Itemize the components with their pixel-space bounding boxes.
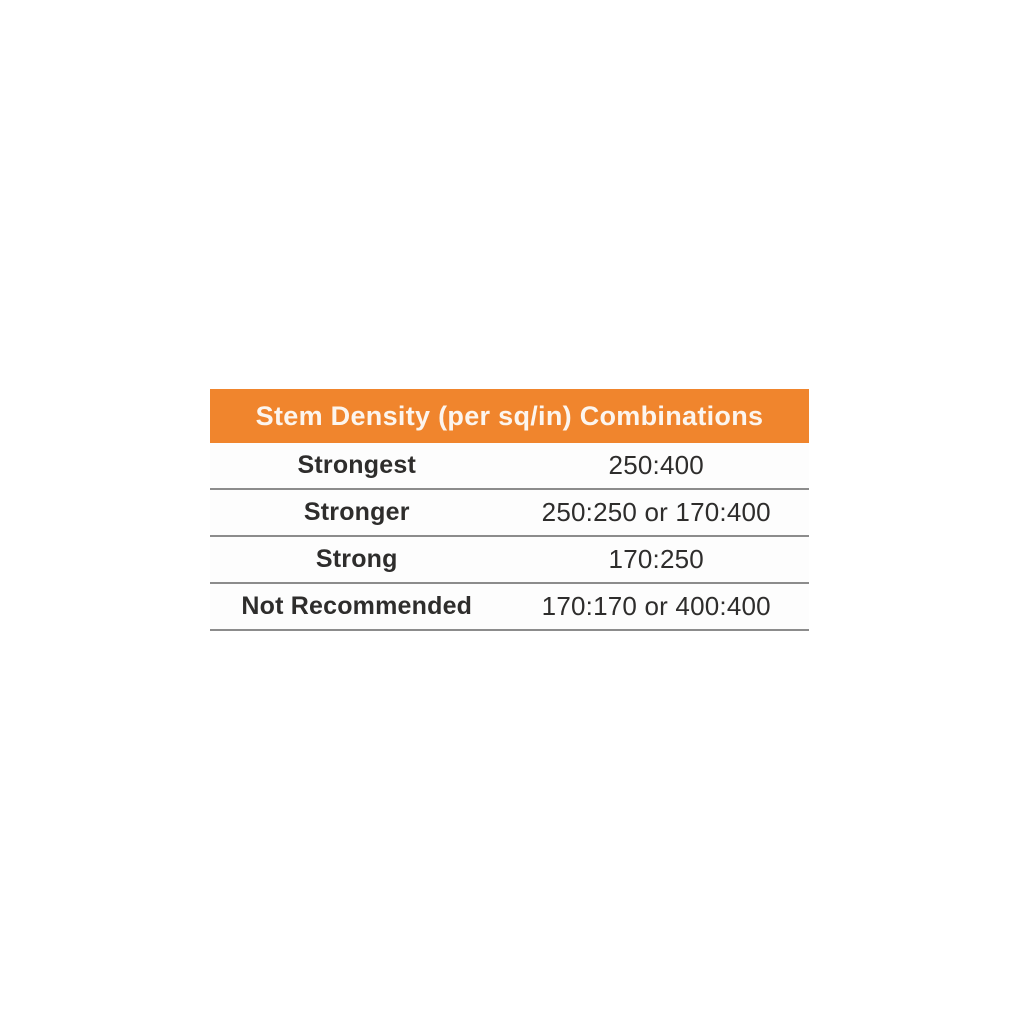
row-value-not-recommended: 170:170 or 400:400 (541, 591, 771, 621)
table-body (210, 443, 809, 631)
table-row (210, 443, 809, 490)
row-value-stronger: 250:250 or 170:400 (541, 497, 771, 527)
table-row (210, 537, 809, 584)
table-row (210, 584, 809, 631)
row-label-stronger: Stronger (303, 498, 410, 526)
table-row (210, 490, 809, 537)
row-label-not-recommended: Not Recommended (241, 592, 473, 620)
row-label-strong: Strong (315, 545, 398, 573)
row-value-strongest: 250:400 (608, 450, 704, 480)
table-header: Stem Density (per sq/in) Combinations (210, 389, 809, 443)
row-value-strong: 170:250 (608, 544, 704, 574)
row-label-strongest: Strongest (297, 451, 416, 479)
stem-density-table (210, 389, 809, 631)
